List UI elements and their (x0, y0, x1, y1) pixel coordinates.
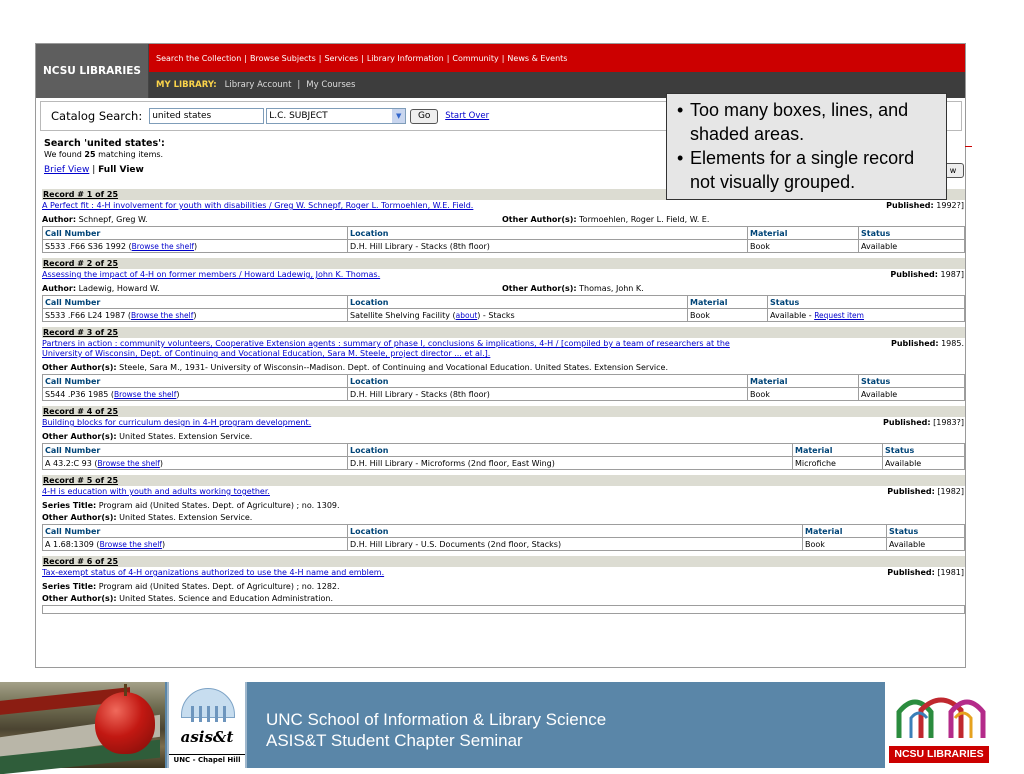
holdings-table (42, 374, 965, 401)
author-value: Schnepf, Greg W. (78, 214, 148, 224)
col-material: Material (688, 296, 768, 309)
published-value: 1992?] (936, 201, 964, 210)
search-input[interactable] (149, 108, 264, 124)
location: D.H. Hill Library - U.S. Documents (2nd floor, Stacks) (348, 538, 803, 551)
other-authors-value: Steele, Sara M., 1931- University of Wisconsin--Madison. Dept. of Continuing and Vocational Education. United States. Extension Service. (119, 362, 669, 372)
col-call-number: Call Number (43, 525, 348, 538)
asist-wordmark: asis&t (180, 728, 234, 746)
browse-shelf-link[interactable]: Browse the shelf (97, 458, 160, 468)
material: Book (748, 388, 859, 401)
other-authors (42, 430, 966, 442)
holdings-table (42, 295, 965, 322)
cut-off-row (43, 606, 965, 614)
col-status: Status (768, 296, 965, 309)
other-authors-value: Thomas, John K. (579, 283, 644, 293)
column-icon (191, 706, 194, 722)
books-apple-image (0, 682, 165, 768)
col-location: Location (348, 525, 803, 538)
record-header: Record # 6 of 25 (42, 556, 966, 567)
published-value: 1985. (941, 339, 964, 348)
call-number-value: A 1.68:1309 (45, 539, 94, 549)
other-authors-label: Other Author(s): (42, 512, 117, 522)
ncsu-libraries-label: NCSU LIBRARIES (889, 746, 989, 763)
holdings-table (42, 226, 965, 253)
col-status: Status (887, 525, 965, 538)
callout-item (677, 146, 938, 194)
other-authors-value: Tormoehlen, Roger L. Field, W. E. (579, 214, 710, 224)
primary-nav (149, 44, 965, 72)
full-view-label: Full View (98, 165, 144, 175)
material: Book (803, 538, 887, 551)
material: Book (748, 240, 859, 253)
other-authors-label: Other Author(s): (42, 431, 117, 441)
asist-logo (167, 682, 247, 768)
other-authors-value: United States. Extension Service. (119, 431, 253, 441)
bullet-icon: • (677, 100, 684, 120)
results-list (42, 189, 966, 619)
holdings-table (42, 524, 965, 551)
location (348, 309, 688, 322)
ncsu-libraries-logo[interactable]: NCSU LIBRARIES (36, 44, 149, 98)
record-header: Record # 4 of 25 (42, 406, 966, 417)
col-location: Location (348, 444, 793, 457)
published-label: Published: (883, 418, 931, 427)
author (42, 284, 502, 293)
record (42, 556, 966, 614)
col-status: Status (859, 375, 965, 388)
published-label: Published: (887, 487, 935, 496)
material: Book (688, 309, 768, 322)
call-number-value: S533 .F66 L24 1987 (45, 310, 126, 320)
search-field-value: L.C. SUBJECT (269, 111, 328, 121)
search-field-select[interactable] (266, 108, 406, 124)
call-number: A 43.2:C 93 (Browse the shelf) (43, 457, 348, 470)
browse-shelf-link[interactable]: Browse the shelf (114, 389, 177, 399)
record-title-link[interactable]: Tax-exempt status of 4-H organizations authorized to use the 4-H name and emblem. (42, 568, 385, 577)
col-call-number: Call Number (43, 227, 348, 240)
my-library-label: MY LIBRARY: (156, 80, 217, 90)
series-title-value: Program aid (United States. Dept. of Agriculture) ; no. 1282. (98, 581, 340, 591)
status: Available (859, 388, 965, 401)
location-text: Satellite Shelving Facility ( (350, 310, 456, 320)
call-number-value: S533 .F66 S36 1992 (45, 241, 126, 251)
decorative-rule (965, 146, 972, 147)
found-text: We found (44, 150, 82, 159)
apple-icon (95, 692, 155, 754)
other-authors (502, 284, 644, 293)
result-count (44, 150, 163, 159)
footer-title (266, 709, 606, 751)
other-authors-label: Other Author(s): (42, 362, 117, 372)
record-header: Record # 2 of 25 (42, 258, 966, 269)
location-text: ) - Stacks (477, 310, 515, 320)
published-label: Published: (890, 339, 939, 348)
record-header: Record # 3 of 25 (42, 327, 966, 338)
author-label: Author: (42, 214, 77, 224)
nav-separator: | (361, 53, 364, 63)
status-text: Available - (770, 310, 815, 320)
found-text: matching items. (98, 150, 164, 159)
published (890, 270, 966, 280)
callout-item (677, 98, 938, 146)
arches-icon (895, 692, 987, 740)
nav-services[interactable]: Services (324, 53, 359, 63)
author (42, 215, 502, 224)
nav-search-collection[interactable]: Search the Collection (156, 53, 242, 63)
browse-shelf-link[interactable]: Browse the shelf (131, 241, 194, 251)
column-icon (199, 706, 202, 722)
nav-separator: | (446, 53, 450, 63)
record-title-link[interactable]: A Perfect fit : 4-H involvement for youth with disabilities / Greg W. Schnepf, Roger L. Tormoehlen, W.E. Field. (42, 201, 474, 210)
brief-view-link[interactable]: Brief View (44, 165, 90, 175)
unc-label: UNC - Chapel Hill (169, 754, 245, 764)
go-button[interactable]: Go (410, 109, 438, 124)
other-authors-value: United States. Science and Education Administration. (119, 593, 334, 603)
nav-separator: | (244, 53, 247, 63)
call-number: S533 .F66 S36 1992 (Browse the shelf) (43, 240, 348, 253)
author-value: Ladewig, Howard W. (78, 283, 160, 293)
nav-community[interactable]: Community (452, 53, 499, 63)
column-icon (215, 706, 218, 722)
other-authors-value: United States. Extension Service. (119, 512, 253, 522)
status: Available (887, 538, 965, 551)
record-header: Record # 5 of 25 (42, 475, 966, 486)
col-location: Location (348, 296, 688, 309)
record (42, 258, 966, 322)
col-material: Material (803, 525, 887, 538)
browse-shelf-link[interactable]: Browse the shelf (99, 539, 162, 549)
series-title (42, 499, 966, 511)
col-location: Location (348, 227, 748, 240)
record-title-link[interactable]: Building blocks for curriculum design in 4-H program development. (42, 418, 312, 427)
footer-line: UNC School of Information & Library Science (266, 710, 607, 729)
location: D.H. Hill Library - Stacks (8th floor) (348, 388, 748, 401)
col-material: Material (793, 444, 883, 457)
other-authors (502, 215, 709, 224)
nav-separator: | (318, 53, 322, 63)
col-call-number: Call Number (43, 375, 348, 388)
published-value: [1981] (937, 568, 964, 577)
col-material: Material (748, 227, 859, 240)
apple-stem (124, 684, 127, 696)
status (768, 309, 965, 322)
start-over-link[interactable]: Start Over (445, 111, 490, 121)
catalog-search-label: Catalog Search: (51, 109, 143, 123)
nav-separator: | (501, 53, 505, 63)
call-number: S544 .P36 1985 (Browse the shelf) (43, 388, 348, 401)
record-title-link[interactable]: Partners in action : community volunteers, Cooperative Extension agents : summary of phase I, conclusions & implications, 4-H / [compiled by a team of researchers at the University of Wisconsin, Dept. of Continuing and Vocational Education, Sara M. Steele, project director ... et al.]. (42, 339, 730, 358)
ncsu-libraries-footer-logo (885, 682, 1024, 768)
call-number-value: A 43.2:C 93 (45, 458, 92, 468)
published (887, 487, 966, 497)
holdings-table (42, 605, 965, 614)
other-authors (42, 511, 966, 523)
published (883, 418, 966, 428)
other-authors (42, 592, 966, 604)
slide-footer (0, 682, 1024, 768)
series-title-label: Series Title: (42, 500, 97, 510)
my-courses-link[interactable]: My Courses (306, 80, 356, 90)
status: Available (883, 457, 965, 470)
nav-library-information[interactable]: Library Information (366, 53, 444, 63)
call-number: A 1.68:1309 (Browse the shelf) (43, 538, 348, 551)
chevron-down-icon[interactable]: ▼ (392, 109, 405, 123)
about-link[interactable]: about (455, 310, 478, 320)
column-icon (223, 706, 226, 722)
col-status: Status (883, 444, 965, 457)
material: Microfiche (793, 457, 883, 470)
call-number: S533 .F66 L24 1987 (Browse the shelf) (43, 309, 348, 322)
request-item-link[interactable]: Request item (814, 310, 864, 320)
col-material: Material (748, 375, 859, 388)
view-button[interactable]: w (942, 163, 964, 178)
series-title (42, 580, 966, 592)
published (887, 568, 966, 578)
other-authors (42, 361, 966, 373)
bullet-icon: • (677, 148, 684, 168)
count-value: 25 (84, 150, 96, 159)
published (891, 339, 966, 359)
record-title-link[interactable]: Assessing the impact of 4-H on former members / Howard Ladewig, John K. Thomas. (42, 270, 381, 279)
search-heading: Search 'united states': (44, 138, 165, 149)
other-authors-label: Other Author(s): (42, 593, 117, 603)
col-call-number: Call Number (43, 296, 348, 309)
record (42, 475, 966, 551)
location: D.H. Hill Library - Microforms (2nd floor, East Wing) (348, 457, 793, 470)
view-toggle (44, 165, 144, 175)
column-icon (207, 706, 210, 722)
nav-separator: | (297, 80, 301, 90)
col-status: Status (859, 227, 965, 240)
browse-shelf-link[interactable]: Browse the shelf (130, 310, 194, 320)
author-label: Author: (42, 283, 77, 293)
record (42, 406, 966, 470)
col-location: Location (348, 375, 748, 388)
record (42, 327, 966, 401)
callout-text: Too many boxes, lines, and shaded areas. (690, 100, 909, 144)
location: D.H. Hill Library - Stacks (8th floor) (348, 240, 748, 253)
published-value: [1982] (937, 487, 964, 496)
other-authors-label: Other Author(s): (502, 283, 577, 293)
published (886, 201, 966, 211)
col-call-number: Call Number (43, 444, 348, 457)
status: Available (859, 240, 965, 253)
record-title-link[interactable]: 4-H is education with youth and adults working together. (42, 487, 270, 496)
library-account-link[interactable]: Library Account (224, 80, 292, 90)
published-label: Published: (886, 201, 934, 210)
call-number-value: S544 .P36 1985 (45, 389, 109, 399)
view-separator: | (92, 165, 96, 175)
published-value: [1983?] (933, 418, 964, 427)
published-value: 1987] (940, 270, 964, 279)
series-title-label: Series Title: (42, 581, 97, 591)
annotation-callout (666, 93, 947, 200)
record-header: Record # 1 of 25 (42, 189, 966, 200)
published-label: Published: (887, 568, 935, 577)
nav-browse-subjects[interactable]: Browse Subjects (249, 53, 316, 63)
holdings-table (42, 443, 965, 470)
nav-news-events[interactable]: News & Events (507, 53, 568, 63)
other-authors-label: Other Author(s): (502, 214, 577, 224)
published-label: Published: (890, 270, 938, 279)
callout-text: Elements for a single record not visually grouped. (690, 148, 915, 192)
footer-line: ASIS&T Student Chapter Seminar (266, 731, 523, 750)
series-title-value: Program aid (United States. Dept. of Agriculture) ; no. 1309. (98, 500, 340, 510)
